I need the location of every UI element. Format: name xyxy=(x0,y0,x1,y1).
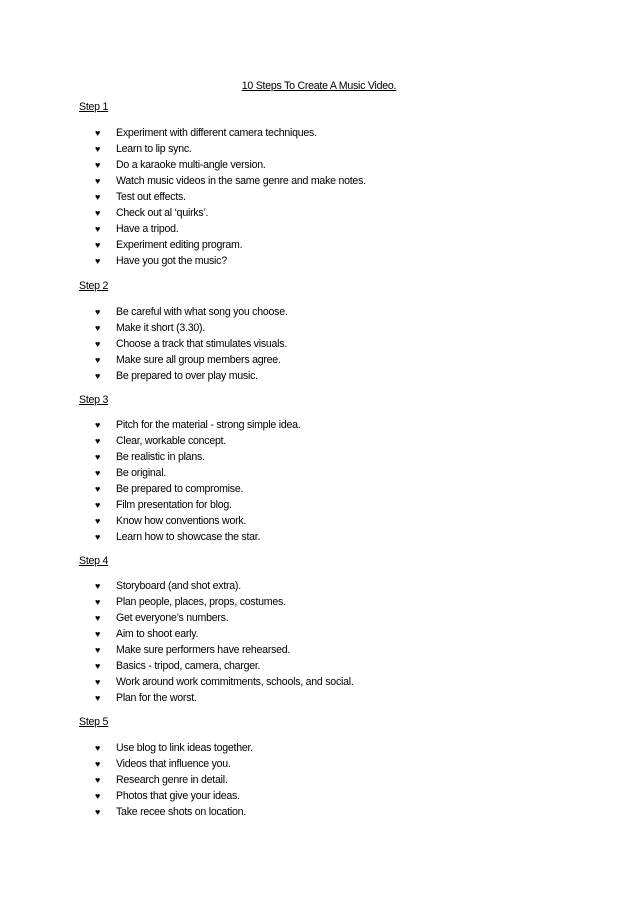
heart-icon: ♥ xyxy=(95,240,101,250)
list-item: ♥ Make it short (3.30). xyxy=(95,322,205,334)
list-item: ♥ Basics - tripod, camera, charger. xyxy=(95,660,261,672)
list-item: ♥ Be realistic in plans. xyxy=(95,451,205,463)
heart-icon: ♥ xyxy=(95,661,101,671)
list-item: ♥ Aim to shoot early. xyxy=(95,628,199,640)
list-item: ♥ Have you got the music? xyxy=(95,255,227,267)
heart-icon: ♥ xyxy=(95,743,101,753)
heart-icon: ♥ xyxy=(95,807,101,817)
step-2-heading: Step 2 xyxy=(79,280,109,292)
list-item: ♥ Do a karaoke multi-angle version. xyxy=(95,159,266,171)
heart-icon: ♥ xyxy=(95,436,101,446)
heart-icon: ♥ xyxy=(95,597,101,607)
heart-icon: ♥ xyxy=(95,355,101,365)
list-item: ♥ Experiment editing program. xyxy=(95,239,243,251)
step-3-heading: Step 3 xyxy=(79,394,109,406)
step-4-list xyxy=(0,579,638,707)
heart-icon: ♥ xyxy=(95,160,101,170)
list-item: ♥ Storyboard (and shot extra). xyxy=(95,580,241,592)
heart-icon: ♥ xyxy=(95,371,101,381)
step-5-list xyxy=(0,741,638,821)
heart-icon: ♥ xyxy=(95,323,101,333)
list-item: ♥ Research genre in detail. xyxy=(95,774,228,786)
heart-icon: ♥ xyxy=(95,629,101,639)
list-item: ♥ Make sure all group members agree. xyxy=(95,354,281,366)
document-title: 10 Steps To Create A Music Video. xyxy=(241,80,397,92)
list-item: ♥ Test out effects. xyxy=(95,191,186,203)
heart-icon: ♥ xyxy=(95,791,101,801)
list-item: ♥ Pitch for the material - strong simple idea. xyxy=(95,419,301,431)
heart-icon: ♥ xyxy=(95,468,101,478)
list-item: ♥ Watch music videos in the same genre and make notes. xyxy=(95,175,366,187)
heart-icon: ♥ xyxy=(95,144,101,154)
list-item: ♥ Work around work commitments, schools, and social. xyxy=(95,676,354,688)
heart-icon: ♥ xyxy=(95,759,101,769)
list-item: ♥ Experiment with different camera techniques. xyxy=(95,127,317,139)
list-item: ♥ Plan people, places, props, costumes. xyxy=(95,596,286,608)
heart-icon: ♥ xyxy=(95,775,101,785)
heart-icon: ♥ xyxy=(95,693,101,703)
step-1-list xyxy=(0,126,638,270)
heart-icon: ♥ xyxy=(95,420,101,430)
heart-icon: ♥ xyxy=(95,516,101,526)
step-4-heading: Step 4 xyxy=(79,555,109,567)
list-item: ♥ Use blog to link ideas together. xyxy=(95,742,253,754)
heart-icon: ♥ xyxy=(95,581,101,591)
heart-icon: ♥ xyxy=(95,128,101,138)
list-item: ♥ Photos that give your ideas. xyxy=(95,790,240,802)
list-item: ♥ Have a tripod. xyxy=(95,223,179,235)
heart-icon: ♥ xyxy=(95,645,101,655)
step-1-heading: Step 1 xyxy=(79,101,109,113)
heart-icon: ♥ xyxy=(95,339,101,349)
list-item: ♥ Be careful with what song you choose. xyxy=(95,306,288,318)
list-item: ♥ Be prepared to compromise. xyxy=(95,483,244,495)
list-item: ♥ Clear, workable concept. xyxy=(95,435,227,447)
heart-icon: ♥ xyxy=(95,208,101,218)
list-item: ♥ Check out al ‘quirks’. xyxy=(95,207,209,219)
heart-icon: ♥ xyxy=(95,613,101,623)
heart-icon: ♥ xyxy=(95,256,101,266)
list-item: ♥ Videos that influence you. xyxy=(95,758,231,770)
list-item: ♥ Take recee shots on location. xyxy=(95,806,246,818)
list-item: ♥ Plan for the worst. xyxy=(95,692,197,704)
list-item: ♥ Learn how to showcase the star. xyxy=(95,531,261,543)
list-item: ♥ Make sure performers have rehearsed. xyxy=(95,644,291,656)
list-item: ♥ Be prepared to over play music. xyxy=(95,370,258,382)
heart-icon: ♥ xyxy=(95,484,101,494)
step-5-heading: Step 5 xyxy=(79,716,109,728)
heart-icon: ♥ xyxy=(95,452,101,462)
heart-icon: ♥ xyxy=(95,532,101,542)
heart-icon: ♥ xyxy=(95,307,101,317)
heart-icon: ♥ xyxy=(95,224,101,234)
list-item: ♥ Know how conventions work. xyxy=(95,515,247,527)
list-item: ♥ Film presentation for blog. xyxy=(95,499,232,511)
list-item: ♥ Learn to lip sync. xyxy=(95,143,192,155)
list-item: ♥ Get everyone’s numbers. xyxy=(95,612,229,624)
heart-icon: ♥ xyxy=(95,192,101,202)
list-item: ♥ Be original. xyxy=(95,467,166,479)
step-3-list xyxy=(0,418,638,546)
step-2-list xyxy=(0,305,638,385)
heart-icon: ♥ xyxy=(95,176,101,186)
list-item: ♥ Choose a track that stimulates visuals. xyxy=(95,338,288,350)
heart-icon: ♥ xyxy=(95,677,101,687)
heart-icon: ♥ xyxy=(95,500,101,510)
